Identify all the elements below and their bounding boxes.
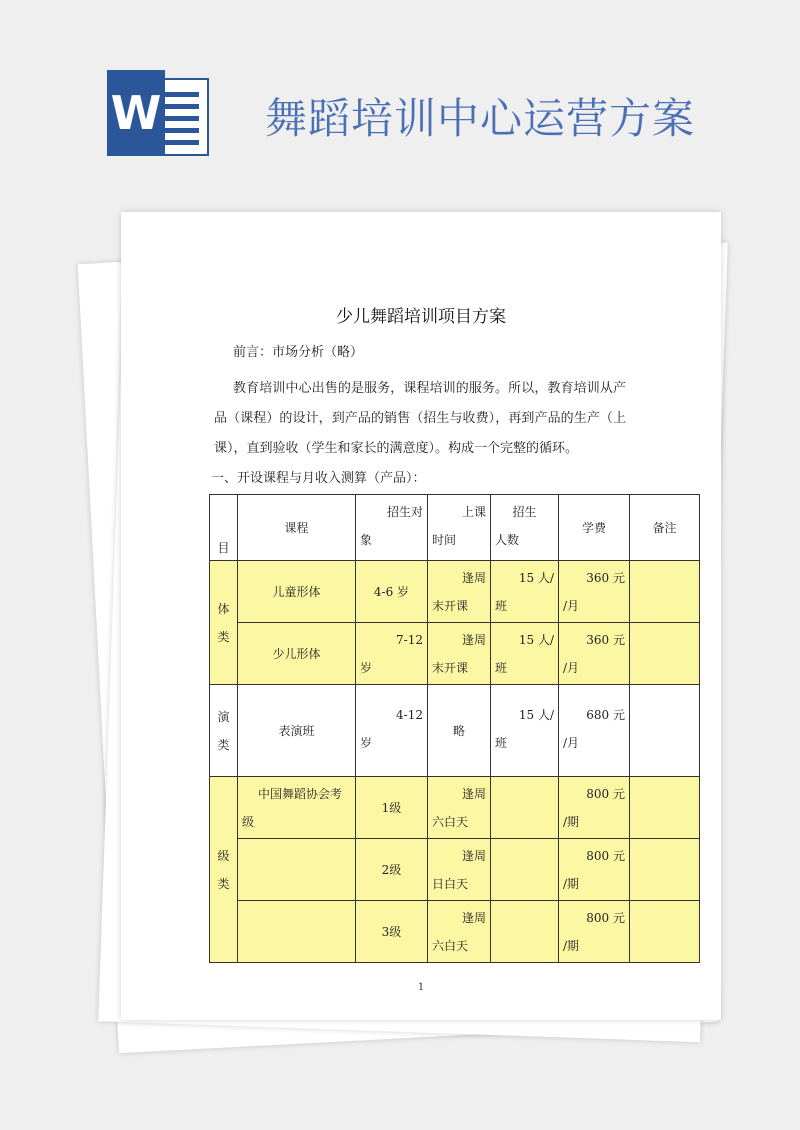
class-time-a: 逢周: [461, 911, 486, 925]
course-table: [209, 494, 700, 963]
course-cell: [238, 839, 356, 901]
target-level: 1级: [381, 801, 402, 815]
class-size-cell: [491, 777, 559, 839]
course-name: 少儿形体: [272, 647, 321, 661]
group-label-b: 类: [217, 737, 230, 752]
target-age-b: 岁: [360, 736, 373, 750]
class-size-b: 班: [495, 736, 508, 750]
class-time-b: 六白天: [432, 815, 469, 829]
header-target-b: 象: [360, 533, 373, 547]
fee-b: /月: [563, 599, 580, 613]
preface-text: 前言：市场分析（略）: [233, 345, 364, 360]
target-level: 3级: [381, 925, 402, 939]
target-age-a: 4-12: [396, 708, 423, 722]
fee-b: /期: [563, 877, 580, 891]
fee-b: /月: [563, 661, 580, 675]
course-name-b: 级: [242, 815, 255, 829]
table-row: [210, 685, 700, 777]
fee-b: /月: [563, 736, 580, 750]
course-name-a: 中国舞蹈协会考: [258, 787, 343, 801]
fee-b: /期: [563, 815, 580, 829]
class-time-b: 末开课: [432, 599, 469, 613]
group-label-b: 类: [217, 876, 230, 891]
fee-a: 360 元: [586, 633, 625, 647]
course-name: 儿童形体: [272, 585, 321, 599]
table-row: [210, 839, 700, 901]
header-time-b: 时间: [432, 533, 457, 547]
course-name: 表演班: [278, 724, 315, 738]
remark-cell: [630, 839, 700, 901]
banner: [0, 0, 800, 200]
header-remark: 备注: [652, 521, 677, 535]
header-category: 目: [217, 541, 230, 555]
page-number: 1: [417, 982, 425, 993]
target-age-a: 7-12: [396, 633, 423, 647]
intro-paragraph: 教育培训中心出售的是服务，课程培训的服务。所以，教育培训从产品（课程）的设计，到产品的销售（招生与收费），再到产品的生产（上课），直到验收（学生和家长的满意度）。构成一个完整的循环。: [214, 381, 626, 456]
header-time-a: 上课: [461, 505, 486, 519]
header-num-b: 人数: [495, 533, 520, 547]
fee-a: 800 元: [586, 849, 625, 863]
group-label-a: 体: [217, 601, 230, 616]
table-row: [210, 623, 700, 685]
class-time-b: 日白天: [432, 877, 469, 891]
remark-cell: [630, 685, 700, 777]
section-heading: 一、开设课程与月收入测算（产品）：: [211, 471, 426, 486]
header-fee: 学费: [581, 521, 606, 535]
table-row: [210, 901, 700, 963]
class-size-a: 15 人/: [518, 708, 554, 722]
class-time: 略: [452, 724, 465, 738]
class-size-b: 班: [495, 599, 508, 613]
group-label-a: 级: [217, 848, 230, 863]
header-course: 课程: [284, 521, 309, 535]
fee-a: 360 元: [586, 571, 625, 585]
target-level: 2级: [381, 863, 402, 877]
fee-a: 800 元: [586, 787, 625, 801]
class-size-cell: [491, 839, 559, 901]
document-page: [121, 212, 721, 1020]
fee-a: 800 元: [586, 911, 625, 925]
class-size-a: 15 人/: [518, 571, 554, 585]
class-time-a: 逢周: [461, 633, 486, 647]
group-label-a: 演: [217, 709, 230, 724]
group-label-b: 类: [217, 629, 230, 644]
remark-cell: [630, 901, 700, 963]
banner-title: 舞蹈培训中心运营方案: [265, 94, 696, 143]
remark-cell: [630, 561, 700, 623]
class-time-b: 六白天: [432, 939, 469, 953]
word-icon: [107, 70, 215, 160]
fee-b: /期: [563, 939, 580, 953]
course-cell: [238, 901, 356, 963]
class-size-cell: [491, 901, 559, 963]
header-target-a: 招生对: [386, 505, 423, 519]
target-age-b: 岁: [360, 661, 373, 675]
word-icon-badge: W: [107, 70, 165, 156]
fee-a: 680 元: [586, 708, 625, 722]
class-size-a: 15 人/: [518, 633, 554, 647]
remark-cell: [630, 623, 700, 685]
class-time-b: 末开课: [432, 661, 469, 675]
table-row: [210, 777, 700, 839]
document-title: 少儿舞蹈培训项目方案: [336, 307, 506, 327]
table-header-row: [210, 495, 700, 561]
header-num-a: 招生: [512, 505, 537, 519]
class-time-a: 逢周: [461, 849, 486, 863]
remark-cell: [630, 777, 700, 839]
class-time-a: 逢周: [461, 571, 486, 585]
class-time-a: 逢周: [461, 787, 486, 801]
class-size-b: 班: [495, 661, 508, 675]
table-row: [210, 561, 700, 623]
target-age: 4-6 岁: [373, 585, 410, 599]
